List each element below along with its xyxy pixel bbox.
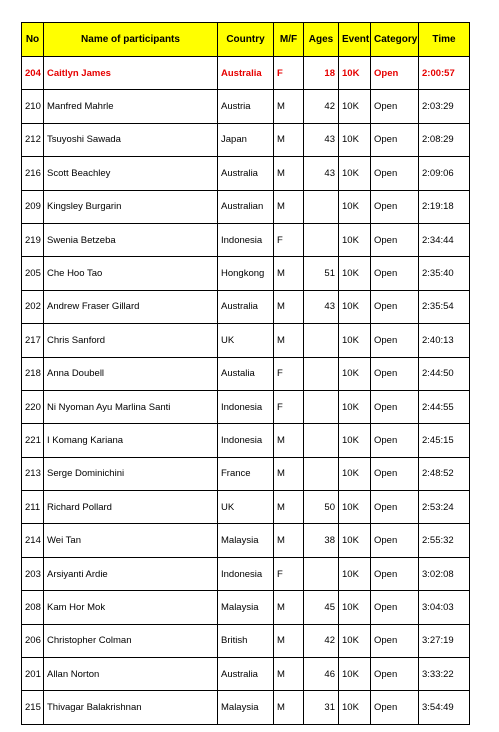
cell-age bbox=[304, 357, 339, 390]
cell-name: Kam Hor Mok bbox=[44, 591, 218, 624]
cell-time: 2:03:29 bbox=[419, 90, 470, 123]
table-row bbox=[22, 190, 470, 223]
header-row bbox=[22, 23, 470, 57]
cell-no: 210 bbox=[22, 90, 44, 123]
header-country: Country bbox=[218, 23, 274, 57]
table-row bbox=[22, 290, 470, 323]
table-row bbox=[22, 257, 470, 290]
cell-time: 2:40:13 bbox=[419, 324, 470, 357]
cell-event: 10K bbox=[339, 123, 371, 156]
cell-name: Andrew Fraser Gillard bbox=[44, 290, 218, 323]
table-row bbox=[22, 424, 470, 457]
cell-age bbox=[304, 324, 339, 357]
cell-event: 10K bbox=[339, 524, 371, 557]
cell-category: Open bbox=[371, 257, 419, 290]
cell-no: 209 bbox=[22, 190, 44, 223]
cell-country: Japan bbox=[218, 123, 274, 156]
cell-time: 3:27:19 bbox=[419, 624, 470, 657]
header-age: Ages bbox=[304, 23, 339, 57]
table-row bbox=[22, 357, 470, 390]
cell-event: 10K bbox=[339, 658, 371, 691]
cell-event: 10K bbox=[339, 624, 371, 657]
cell-category: Open bbox=[371, 190, 419, 223]
cell-event: 10K bbox=[339, 390, 371, 423]
cell-category: Open bbox=[371, 457, 419, 490]
cell-no: 213 bbox=[22, 457, 44, 490]
cell-category: Open bbox=[371, 491, 419, 524]
cell-sex: M bbox=[274, 257, 304, 290]
cell-country: Austalia bbox=[218, 357, 274, 390]
cell-sex: F bbox=[274, 557, 304, 590]
table-row-winner bbox=[22, 57, 470, 90]
cell-age bbox=[304, 557, 339, 590]
cell-country: Indonesia bbox=[218, 223, 274, 256]
cell-sex: F bbox=[274, 390, 304, 423]
table-row bbox=[22, 691, 470, 724]
cell-event: 10K bbox=[339, 491, 371, 524]
cell-time: 2:44:55 bbox=[419, 390, 470, 423]
cell-no: 204 bbox=[22, 57, 44, 90]
cell-sex: M bbox=[274, 290, 304, 323]
cell-name: Caitlyn James bbox=[44, 57, 218, 90]
cell-country: Indonesia bbox=[218, 424, 274, 457]
cell-sex: M bbox=[274, 491, 304, 524]
cell-event: 10K bbox=[339, 591, 371, 624]
cell-sex: F bbox=[274, 57, 304, 90]
cell-age bbox=[304, 223, 339, 256]
table-row bbox=[22, 658, 470, 691]
cell-name: Serge Dominichini bbox=[44, 457, 218, 490]
cell-age: 42 bbox=[304, 624, 339, 657]
cell-name: Ni Nyoman Ayu Marlina Santi bbox=[44, 390, 218, 423]
cell-age: 43 bbox=[304, 157, 339, 190]
cell-age: 18 bbox=[304, 57, 339, 90]
table-body bbox=[22, 57, 470, 725]
cell-country: UK bbox=[218, 491, 274, 524]
cell-sex: M bbox=[274, 691, 304, 724]
cell-country: Indonesia bbox=[218, 557, 274, 590]
cell-no: 218 bbox=[22, 357, 44, 390]
cell-country: Australia bbox=[218, 157, 274, 190]
cell-sex: M bbox=[274, 424, 304, 457]
cell-country: Malaysia bbox=[218, 524, 274, 557]
cell-country: Austria bbox=[218, 90, 274, 123]
cell-age: 42 bbox=[304, 90, 339, 123]
results-table bbox=[21, 22, 470, 725]
cell-name: I Komang Kariana bbox=[44, 424, 218, 457]
cell-event: 10K bbox=[339, 457, 371, 490]
cell-name: Tsuyoshi Sawada bbox=[44, 123, 218, 156]
cell-time: 2:55:32 bbox=[419, 524, 470, 557]
cell-time: 2:19:18 bbox=[419, 190, 470, 223]
cell-country: Australia bbox=[218, 658, 274, 691]
cell-sex: M bbox=[274, 457, 304, 490]
cell-age bbox=[304, 190, 339, 223]
header-sex: M/F bbox=[274, 23, 304, 57]
cell-category: Open bbox=[371, 591, 419, 624]
cell-country: Hongkong bbox=[218, 257, 274, 290]
cell-event: 10K bbox=[339, 324, 371, 357]
cell-age bbox=[304, 457, 339, 490]
table-row bbox=[22, 491, 470, 524]
cell-event: 10K bbox=[339, 223, 371, 256]
table-row bbox=[22, 324, 470, 357]
cell-country: UK bbox=[218, 324, 274, 357]
cell-time: 3:02:08 bbox=[419, 557, 470, 590]
cell-country: Australian bbox=[218, 190, 274, 223]
cell-name: Thivagar Balakrishnan bbox=[44, 691, 218, 724]
cell-no: 219 bbox=[22, 223, 44, 256]
cell-time: 2:09:06 bbox=[419, 157, 470, 190]
cell-time: 2:45:15 bbox=[419, 424, 470, 457]
cell-event: 10K bbox=[339, 691, 371, 724]
cell-age: 50 bbox=[304, 491, 339, 524]
cell-country: Malaysia bbox=[218, 591, 274, 624]
cell-time: 2:44:50 bbox=[419, 357, 470, 390]
cell-name: Allan Norton bbox=[44, 658, 218, 691]
cell-name: Chris Sanford bbox=[44, 324, 218, 357]
cell-age: 31 bbox=[304, 691, 339, 724]
cell-category: Open bbox=[371, 123, 419, 156]
cell-event: 10K bbox=[339, 290, 371, 323]
cell-category: Open bbox=[371, 424, 419, 457]
cell-no: 214 bbox=[22, 524, 44, 557]
cell-age: 43 bbox=[304, 123, 339, 156]
cell-country: Australia bbox=[218, 57, 274, 90]
header-time: Time bbox=[419, 23, 470, 57]
cell-sex: F bbox=[274, 223, 304, 256]
cell-name: Richard Pollard bbox=[44, 491, 218, 524]
cell-name: Manfred Mahrle bbox=[44, 90, 218, 123]
cell-category: Open bbox=[371, 658, 419, 691]
cell-event: 10K bbox=[339, 424, 371, 457]
cell-sex: M bbox=[274, 624, 304, 657]
cell-name: Che Hoo Tao bbox=[44, 257, 218, 290]
cell-sex: F bbox=[274, 357, 304, 390]
cell-name: Scott Beachley bbox=[44, 157, 218, 190]
cell-age bbox=[304, 424, 339, 457]
cell-no: 201 bbox=[22, 658, 44, 691]
cell-age: 45 bbox=[304, 591, 339, 624]
table-row bbox=[22, 223, 470, 256]
header-event: Event bbox=[339, 23, 371, 57]
cell-event: 10K bbox=[339, 190, 371, 223]
cell-age bbox=[304, 390, 339, 423]
cell-no: 208 bbox=[22, 591, 44, 624]
cell-event: 10K bbox=[339, 557, 371, 590]
cell-name: Swenia Betzeba bbox=[44, 223, 218, 256]
cell-country: British bbox=[218, 624, 274, 657]
cell-category: Open bbox=[371, 90, 419, 123]
table-row bbox=[22, 457, 470, 490]
table-row bbox=[22, 157, 470, 190]
cell-time: 2:35:54 bbox=[419, 290, 470, 323]
cell-no: 206 bbox=[22, 624, 44, 657]
cell-no: 205 bbox=[22, 257, 44, 290]
cell-category: Open bbox=[371, 324, 419, 357]
cell-category: Open bbox=[371, 57, 419, 90]
cell-no: 211 bbox=[22, 491, 44, 524]
table-row bbox=[22, 591, 470, 624]
cell-sex: M bbox=[274, 157, 304, 190]
header-category: Category bbox=[371, 23, 419, 57]
table-row bbox=[22, 557, 470, 590]
cell-sex: M bbox=[274, 190, 304, 223]
cell-country: Malaysia bbox=[218, 691, 274, 724]
header-no: No bbox=[22, 23, 44, 57]
cell-event: 10K bbox=[339, 357, 371, 390]
cell-category: Open bbox=[371, 524, 419, 557]
table-row bbox=[22, 624, 470, 657]
cell-country: Indonesia bbox=[218, 390, 274, 423]
cell-no: 212 bbox=[22, 123, 44, 156]
cell-time: 3:54:49 bbox=[419, 691, 470, 724]
cell-no: 203 bbox=[22, 557, 44, 590]
cell-name: Anna Doubell bbox=[44, 357, 218, 390]
cell-category: Open bbox=[371, 357, 419, 390]
cell-sex: M bbox=[274, 658, 304, 691]
cell-no: 216 bbox=[22, 157, 44, 190]
table-row bbox=[22, 123, 470, 156]
cell-category: Open bbox=[371, 290, 419, 323]
cell-sex: M bbox=[274, 524, 304, 557]
cell-sex: M bbox=[274, 90, 304, 123]
cell-event: 10K bbox=[339, 57, 371, 90]
cell-event: 10K bbox=[339, 257, 371, 290]
cell-sex: M bbox=[274, 123, 304, 156]
table-row bbox=[22, 390, 470, 423]
cell-category: Open bbox=[371, 624, 419, 657]
cell-name: Kingsley Burgarin bbox=[44, 190, 218, 223]
cell-name: Wei Tan bbox=[44, 524, 218, 557]
cell-time: 2:08:29 bbox=[419, 123, 470, 156]
cell-no: 220 bbox=[22, 390, 44, 423]
cell-sex: M bbox=[274, 591, 304, 624]
cell-no: 202 bbox=[22, 290, 44, 323]
cell-age: 46 bbox=[304, 658, 339, 691]
cell-time: 3:33:22 bbox=[419, 658, 470, 691]
cell-age: 38 bbox=[304, 524, 339, 557]
table-header bbox=[22, 23, 470, 57]
cell-time: 2:34:44 bbox=[419, 223, 470, 256]
cell-no: 215 bbox=[22, 691, 44, 724]
cell-sex: M bbox=[274, 324, 304, 357]
cell-category: Open bbox=[371, 557, 419, 590]
table-row bbox=[22, 524, 470, 557]
cell-time: 2:53:24 bbox=[419, 491, 470, 524]
cell-age: 43 bbox=[304, 290, 339, 323]
cell-country: Australia bbox=[218, 290, 274, 323]
cell-time: 2:35:40 bbox=[419, 257, 470, 290]
cell-event: 10K bbox=[339, 90, 371, 123]
cell-category: Open bbox=[371, 157, 419, 190]
cell-no: 217 bbox=[22, 324, 44, 357]
cell-category: Open bbox=[371, 691, 419, 724]
cell-time: 2:48:52 bbox=[419, 457, 470, 490]
cell-age: 51 bbox=[304, 257, 339, 290]
cell-country: France bbox=[218, 457, 274, 490]
cell-category: Open bbox=[371, 390, 419, 423]
cell-time: 3:04:03 bbox=[419, 591, 470, 624]
cell-event: 10K bbox=[339, 157, 371, 190]
cell-name: Arsiyanti Ardie bbox=[44, 557, 218, 590]
cell-category: Open bbox=[371, 223, 419, 256]
header-name: Name of participants bbox=[44, 23, 218, 57]
cell-name: Christopher Colman bbox=[44, 624, 218, 657]
table-row bbox=[22, 90, 470, 123]
cell-no: 221 bbox=[22, 424, 44, 457]
cell-time: 2:00:57 bbox=[419, 57, 470, 90]
